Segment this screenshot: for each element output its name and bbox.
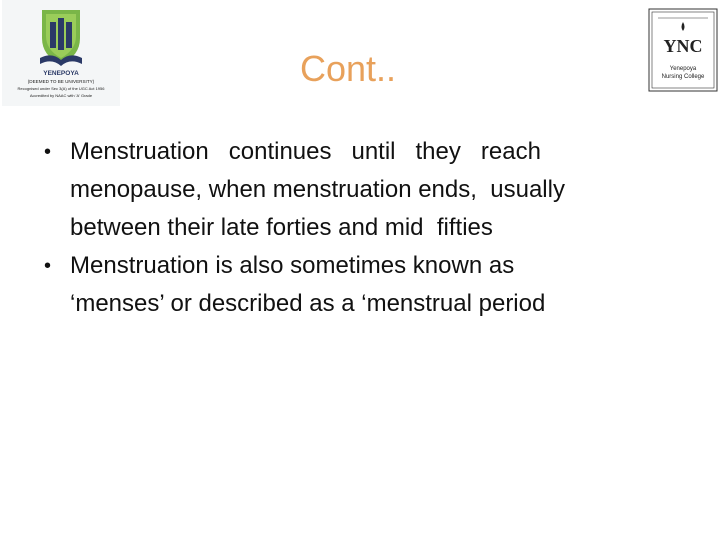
bullet-symbol: •: [44, 141, 52, 163]
bullet-item: [44, 247, 684, 323]
bullet-line: Menstruation is also sometimes known as: [70, 252, 515, 279]
logo-right-line-1: Yenepoya: [669, 66, 697, 72]
logo-left-line-4: Accredited by NAAC with 'A' Grade: [29, 93, 93, 98]
logo-left-line-3: Recognised under Sec 3(A) of the UGC Act 1956: [17, 86, 105, 91]
bullet-list: [44, 133, 684, 323]
bullet-line: Menstruation continues until they reach: [70, 138, 541, 165]
yenepoya-nursing-college-logo: [648, 8, 718, 92]
bullet-line: between their late forties and mid fifties: [70, 214, 493, 241]
bullet-line: ‘menses’ or described as a ‘menstrual period: [70, 290, 546, 317]
logo-right-monogram: YNC: [663, 36, 703, 56]
logo-left-line-1: YENEPOYA: [43, 70, 79, 77]
slide-title: Cont..: [300, 48, 397, 89]
university-crest-icon: [2, 0, 120, 106]
yenepoya-university-logo: [2, 0, 120, 106]
logo-right-line-2: Nursing College: [661, 74, 705, 80]
bullet-item: [44, 133, 684, 247]
bullet-line: menopause, when menstruation ends, usually: [70, 176, 565, 203]
nursing-college-emblem-icon: [648, 8, 718, 92]
bullet-symbol: •: [44, 255, 52, 277]
logo-left-line-2: (DEEMED TO BE UNIVERSITY): [27, 79, 95, 84]
